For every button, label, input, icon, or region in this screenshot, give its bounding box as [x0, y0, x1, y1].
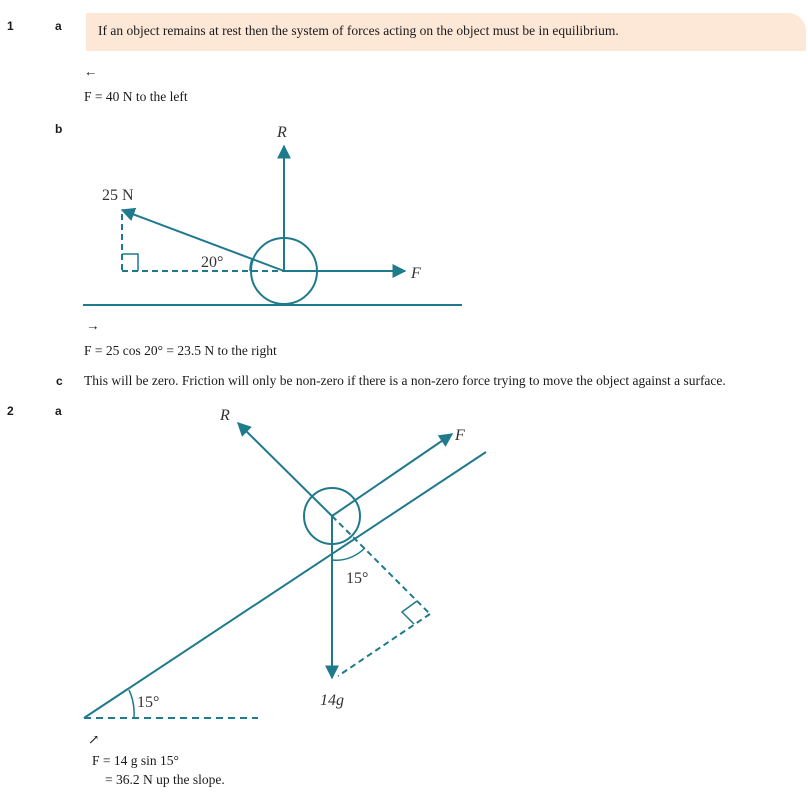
part-2a-label: a	[55, 404, 62, 418]
question-2-number: 2	[7, 404, 14, 418]
friction-label-2a: F	[455, 427, 465, 444]
part-1b-arrow: →	[86, 318, 100, 333]
angle-20-label: 20°	[201, 254, 224, 271]
part-2a-answer-line2: = 36.2 N up the slope.	[105, 772, 225, 787]
normal-component-dashed	[332, 516, 430, 614]
friction-arrow-2a	[332, 434, 452, 516]
force-25n-label: 25 N	[102, 187, 134, 204]
top-angle-label: 15°	[346, 570, 369, 587]
part-1a-answer: F = 40 N to the left	[84, 89, 188, 104]
part-1a-label: a	[55, 19, 62, 33]
part-1a-arrow: ←	[84, 64, 98, 79]
slope-component-dashed	[338, 614, 430, 676]
friction-label-1b: F	[411, 265, 421, 282]
part-2a-arrow: ↗	[88, 732, 100, 747]
weight-label: 14g	[320, 692, 344, 709]
reaction-arrow-2a	[238, 423, 332, 516]
part-1b-label: b	[55, 122, 63, 136]
question-1-number: 1	[7, 19, 14, 33]
base-angle-arc	[129, 690, 134, 718]
slope-line	[84, 452, 486, 718]
equilibrium-note-text: If an object remains at rest then the system of forces acting on the object must be in equilibrium.	[98, 23, 619, 38]
part-1b-answer: F = 25 cos 20° = 23.5 N to the right	[84, 343, 277, 358]
right-angle-marker-2a	[402, 601, 417, 624]
part-2a-answer-line1: F = 14 g sin 15°	[92, 753, 179, 768]
reaction-label-1b: R	[277, 124, 287, 141]
base-angle-label: 15°	[137, 694, 160, 711]
part-1c-answer: This will be zero. Friction will only be non-zero if there is a non-zero force trying to move the object against a surface.	[84, 373, 726, 388]
part-1c-label: c	[56, 374, 63, 388]
reaction-label-2a: R	[220, 407, 230, 424]
